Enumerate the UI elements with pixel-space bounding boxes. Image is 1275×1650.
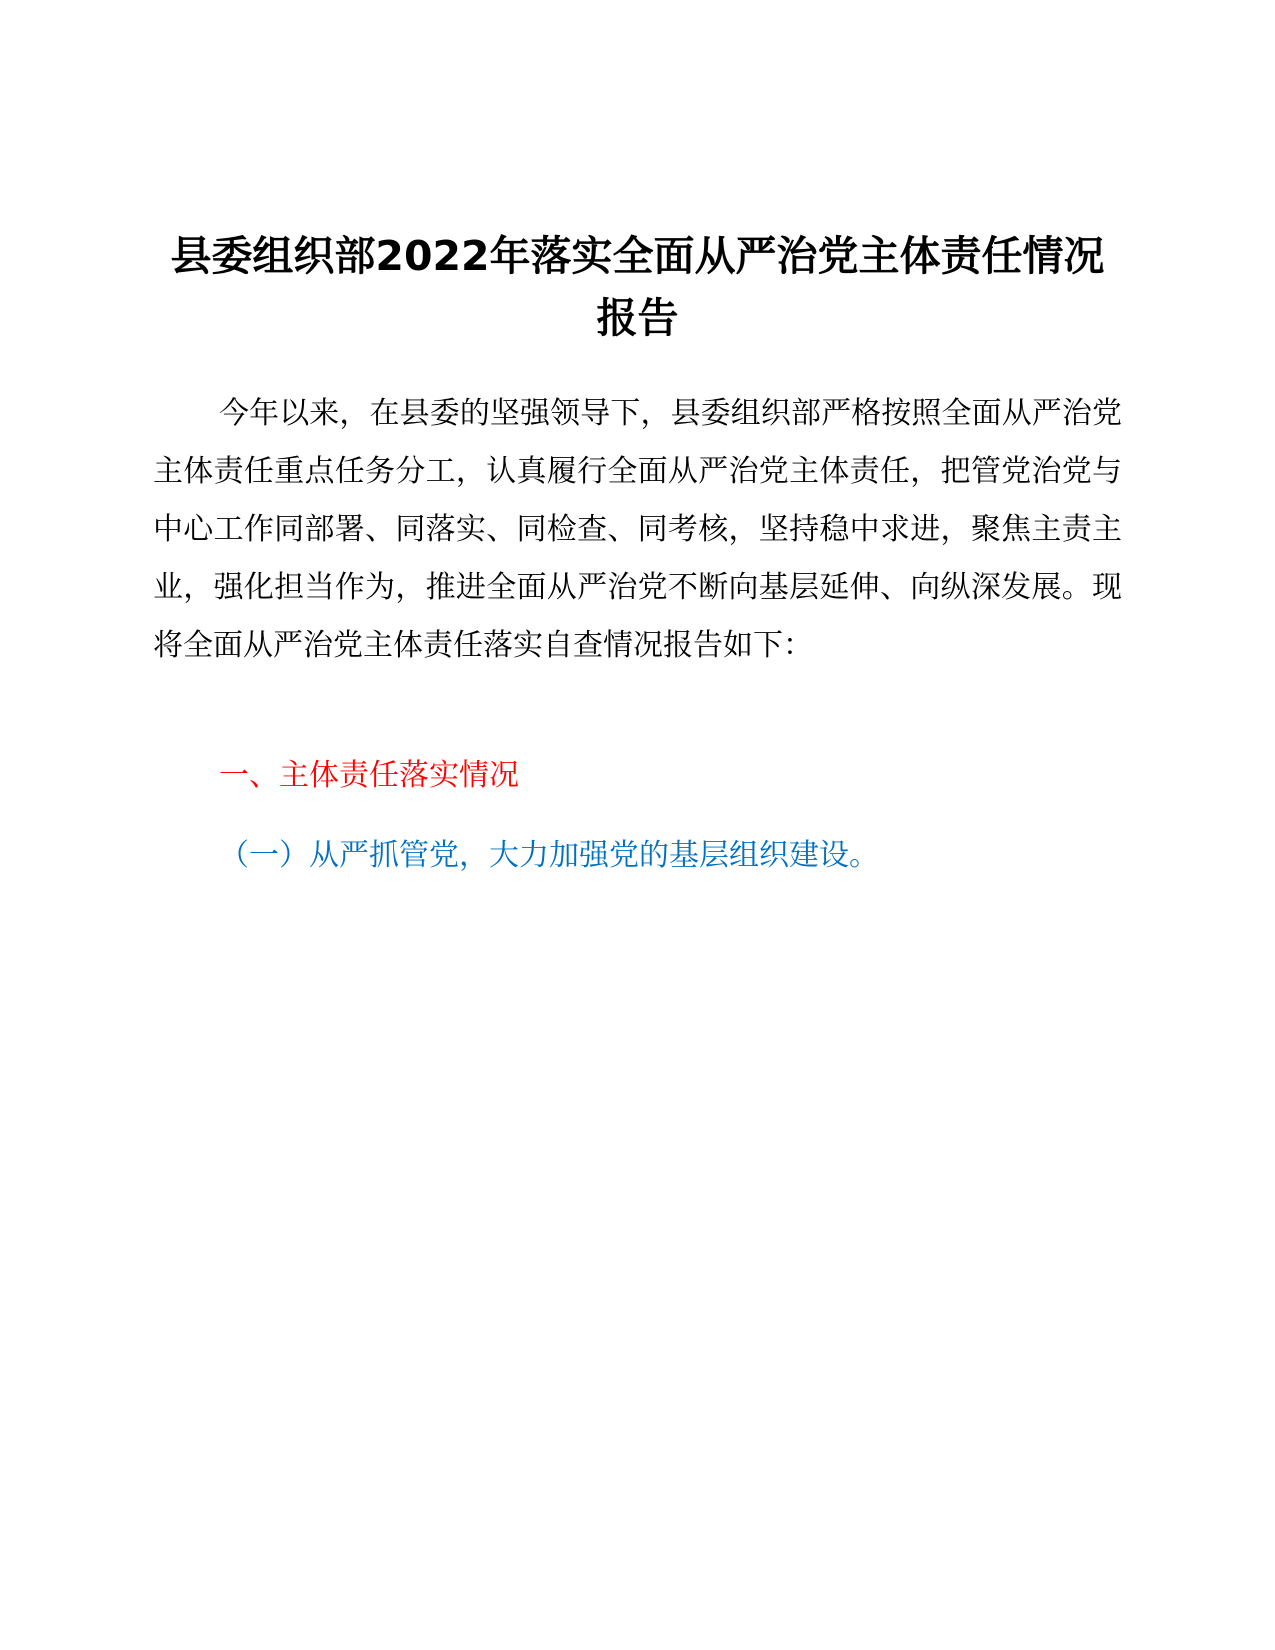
subsection-heading-1: （一）从严抓管党，大力加强党的基层组织建设。: [219, 838, 879, 873]
document-title: 县委组织部2022年落实全面从严治党主体责任情况报告: [170, 232, 1105, 342]
section-heading-1: 一、主体责任落实情况: [219, 758, 519, 793]
intro-paragraph: 今年以来，在县委的坚强领导下，县委组织部严格按照全面从严治党主体责任重点任务分工，认真履行全面从严治党主体责任，把管党治党与中心工作同部署、同落实、同检查、同考核，坚持稳中求进，聚焦主责主业，强化担当作为，推进全面从严治党不断向基层延伸、向纵深发展。现将全面从严治党主体责任落实自查情况报告如下：: [153, 396, 1122, 663]
